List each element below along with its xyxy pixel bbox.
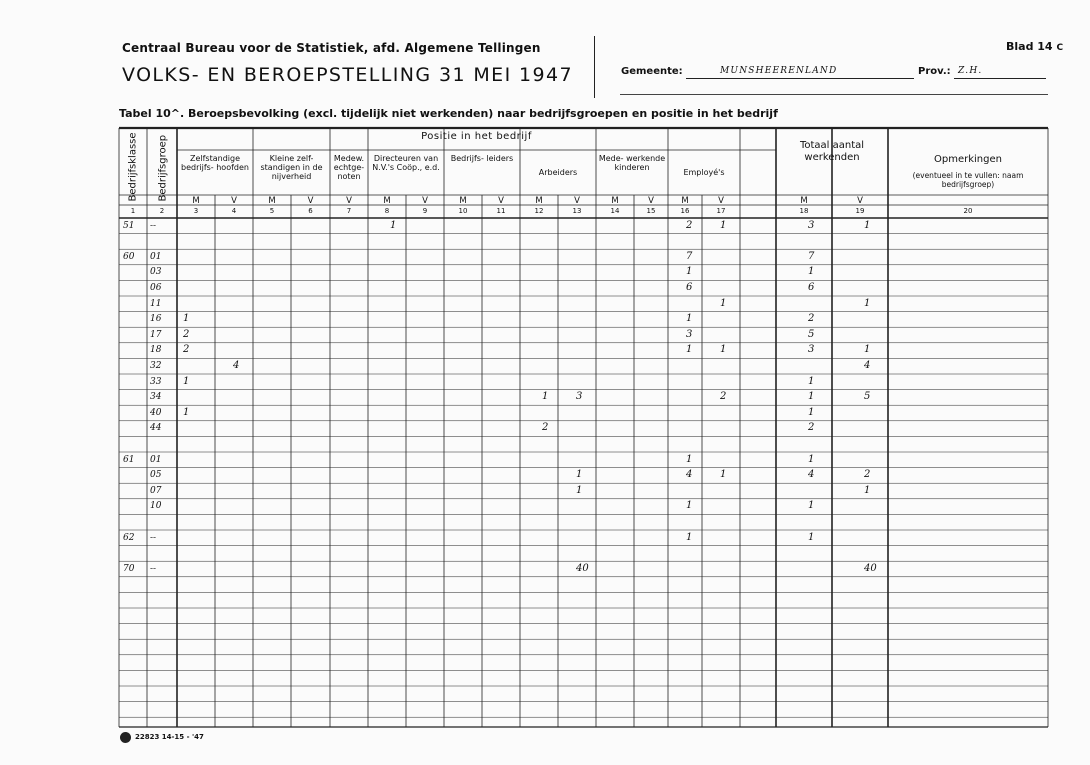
form-code: 22823 14-15 - '47 [135,733,204,741]
bedrijfsklasse-cell: 60 [123,251,135,262]
value-cell: 3 [686,328,693,340]
value-cell: 4 [686,469,693,481]
column-number: 10 [458,207,468,215]
header-medew: Medew. echtge- noten [333,154,365,181]
value-cell: 1 [686,313,693,325]
value-cell: 1 [864,484,871,496]
column-number: 12 [534,207,544,215]
value-cell: 1 [720,219,727,231]
bedrijfsgroep-cell: 33 [150,376,162,387]
column-number: 18 [799,207,809,215]
value-cell: 1 [576,484,583,496]
value-cell: 2 [808,422,815,434]
prov-value: Z.H. [958,66,983,76]
value-cell: 2 [808,313,815,325]
header-bedrijfsgroep: Bedrijfsgroep [157,134,169,202]
mv-label: V [648,196,654,206]
header-opmerkingen: Opmerkingen [934,154,1002,165]
value-cell: 1 [183,375,190,387]
column-number: 4 [231,207,237,215]
column-number: 9 [422,207,428,215]
value-cell: 1 [720,469,727,481]
value-cell: 2 [720,391,727,403]
mv-label: V [574,196,580,206]
form-title: VOLKS- EN BEROEPSTELLING 31 MEI 1947 [122,64,573,86]
mv-label: M [535,196,543,206]
bedrijfsgroep-cell: 18 [150,345,162,356]
column-number: 2 [159,207,165,215]
mv-label: V [718,196,724,206]
bedrijfsgroep-cell: 01 [150,454,162,465]
mv-label: V [498,196,504,206]
header-employes: Employé's [683,168,725,177]
bedrijfsgroep-cell: 10 [150,501,162,512]
bedrijfsgroep-cell: 01 [150,251,162,262]
header-bedrijfsklasse: Bedrijfsklasse [127,132,139,202]
bedrijfsgroep-cell: -- [150,563,157,574]
value-cell: 40 [576,562,589,574]
bedrijfsgroep-cell: 06 [150,282,162,293]
value-cell: 1 [576,469,583,481]
value-cell: 6 [686,281,693,293]
mv-label: M [800,196,808,206]
mv-label: V [422,196,428,206]
column-number: 5 [269,207,275,215]
mv-label: M [383,196,391,206]
column-number: 1 [130,207,136,215]
value-cell: 1 [808,406,815,418]
mv-label: V [346,196,352,206]
column-number: 6 [308,207,313,215]
value-cell: 1 [864,344,871,356]
column-number: 16 [680,207,690,215]
header-bedrijfsleiders: Bedrijfs- leiders [450,154,514,163]
value-cell: 3 [576,391,583,403]
bedrijfsgroep-cell: 11 [150,298,162,309]
column-number: 13 [572,207,582,215]
column-number: 19 [855,207,865,215]
bedrijfsgroep-cell: 44 [150,423,162,434]
value-cell: 3 [808,344,815,356]
column-number: 17 [716,207,726,215]
header-opmerkingen-sub: (eventueel in te vullen: naam bedrijfsgroep) [912,171,1024,189]
bedrijfsklasse-cell: 62 [123,532,135,543]
value-cell: 2 [183,328,190,340]
value-cell: 1 [686,266,693,278]
value-cell: 2 [686,219,693,231]
sheet-number: Blad 14 C [1006,40,1064,53]
value-cell: 5 [808,328,815,340]
column-number: 8 [384,207,390,215]
mv-label: M [192,196,200,206]
value-cell: 2 [542,422,549,434]
mv-label: V [231,196,237,206]
value-cell: 1 [808,531,815,543]
cbs-seal-icon [120,732,131,743]
header-kleine: Kleine zelf- standigen in de nijverheid [260,154,323,181]
value-cell: 40 [864,562,877,574]
mv-label: M [611,196,619,206]
value-cell: 1 [686,453,693,465]
header-medewerkende: Mede- werkende kinderen [598,154,666,172]
column-number: 7 [346,207,352,215]
bedrijfsgroep-cell: 03 [150,267,162,278]
value-cell: 7 [808,250,815,262]
column-number: 15 [646,207,656,215]
value-cell: 4 [233,359,240,371]
header-directeuren: Directeuren van N.V.'s Coöp., e.d. [372,154,440,172]
column-number: 20 [963,207,973,215]
value-cell: 5 [864,391,871,403]
bedrijfsgroep-cell: 40 [150,407,162,418]
bedrijfsgroep-cell: -- [150,532,157,543]
bedrijfsgroep-cell: 34 [150,392,162,403]
bedrijfsgroep-cell: 05 [150,470,162,481]
value-cell: 1 [720,297,727,309]
value-cell: 1 [686,531,693,543]
value-cell: 1 [686,344,693,356]
value-cell: 1 [808,266,815,278]
prov-label: Prov.: [918,66,951,77]
value-cell: 4 [808,469,815,481]
bedrijfsklasse-cell: 51 [123,220,135,231]
bedrijfsgroep-cell: 17 [150,329,162,340]
bedrijfsklasse-cell: 61 [123,454,135,465]
value-cell: 2 [183,344,190,356]
value-cell: 1 [720,344,727,356]
value-cell: 1 [808,500,815,512]
value-cell: 2 [864,469,871,481]
mv-label: V [857,196,863,206]
header-zelfstandige: Zelfstandige bedrijfs- hoofden [181,154,249,172]
bedrijfsklasse-cell: 70 [123,563,135,574]
value-cell: 4 [864,359,871,371]
mv-label: M [268,196,276,206]
header-positie: Positie in het bedrijf [421,131,532,142]
mv-label: M [459,196,467,206]
value-cell: 1 [183,406,190,418]
gemeente-label: Gemeente: [621,66,683,77]
bedrijfsgroep-cell: 16 [150,314,162,325]
header-totaal: Totaal aantal werkenden [799,140,865,163]
value-cell: 1 [808,391,815,403]
bedrijfsgroep-cell: 32 [150,360,162,371]
column-number: 3 [193,207,199,215]
header-arbeiders: Arbeiders [538,168,578,177]
value-cell: 1 [864,297,871,309]
value-cell: 1 [864,219,871,231]
mv-label: V [307,196,314,206]
value-cell: 7 [686,250,693,262]
mv-label: M [681,196,689,206]
value-cell: 3 [808,219,815,231]
bedrijfsgroep-cell: -- [150,220,157,231]
table-title: Tabel 10^. Beroepsbevolking (excl. tijdelijk niet werkenden) naar bedrijfsgroepen en positie in het bedrijf [119,107,778,120]
column-number: 14 [610,207,620,215]
value-cell: 1 [183,313,190,325]
organization-name: Centraal Bureau voor de Statistiek, afd. Algemene Tellingen [122,41,541,55]
value-cell: 6 [808,281,815,293]
value-cell: 1 [808,375,815,387]
value-cell: 1 [686,500,693,512]
column-number: 11 [496,207,506,215]
value-cell: 1 [390,219,397,231]
value-cell: 1 [542,391,549,403]
bedrijfsgroep-cell: 07 [150,485,162,496]
value-cell: 1 [808,453,815,465]
gemeente-value: MUNSHEERENLAND [720,66,838,76]
